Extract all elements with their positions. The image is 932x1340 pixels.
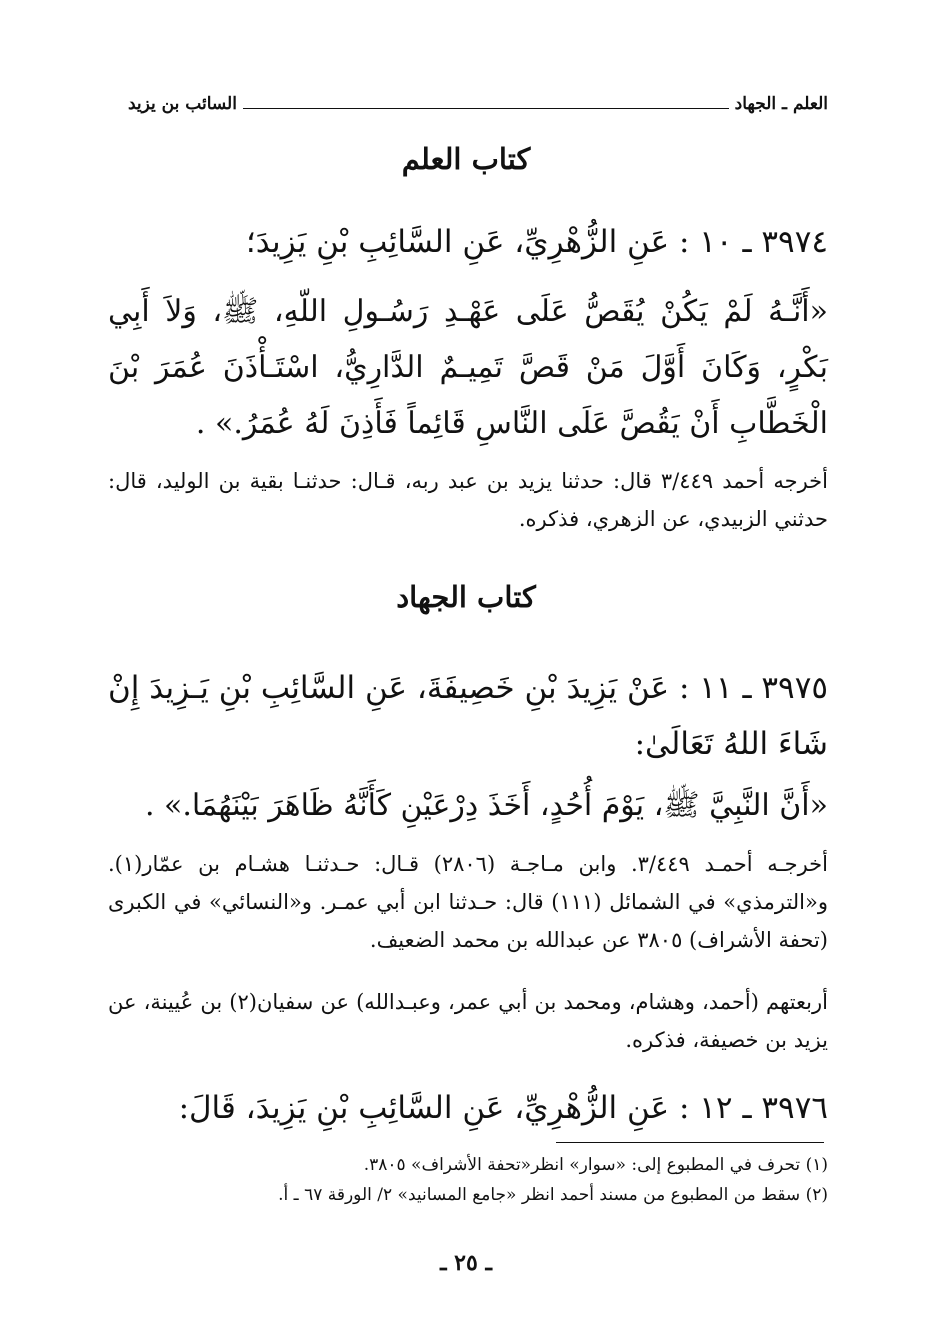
header-narrator: السائب بن يزيد bbox=[128, 94, 237, 114]
hadith-heading: ٣٩٧٤ ـ ١٠ : عَنِ الزُّهْرِيِّ، عَنِ السَّائِبِ بْنِ يَزِيدَ؛ bbox=[245, 224, 828, 260]
takhrij-paragraph: أخرجـه أحمـد ٣/٤٤٩. وابن مـاجـة (٢٨٠٦) قـال: حـدثنـا هشـام بن عمّار(١). و«الترمذي» في الشمائل (١١١) قال: حـدثنا ابن أبي عمـر. و«النسائي» في الكبرى (تحفة الأشراف) ٣٨٠٥ عن عبدالله بن محمد الضعيف. bbox=[108, 852, 829, 952]
hadith-text: «أَنَّ النَّبِيَّ ﷺ، يَوْمَ أُحُدٍ، أَخَذَ دِرْعَيْنِ كَأَنَّهُ ظَاهَرَ بَيْنَهُمَا.» . bbox=[144, 788, 828, 823]
hadith-heading: ٣٩٧٥ ـ ١١ : عَنْ يَزِيدَ بْنِ خَصِيفَةَ، عَنِ السَّائِبِ بْنِ يَـزِيدَ إِنْ شَاءَ اللهُ تَعَالَىٰ: bbox=[107, 670, 828, 762]
header-chapter: العلم ـ الجهاد bbox=[734, 94, 828, 114]
footnotes bbox=[108, 1150, 828, 1210]
header-rule bbox=[243, 108, 729, 109]
hadith-text: «أَنَّـهُ لَمْ يَكُنْ يُقَصُّ عَلَى عَهْـدِ رَسُـولِ اللّهِ، ﷺ، وَلاَ أَبِي بَكْرٍ، وَكَانَ أَوَّلَ مَنْ قَصَّ تَمِيـمٌ الدَّارِيُّ، اسْتَـأْذَنَ عُمَرَ بْنَ الْخَطَّابِ أَنْ يَقُصَّ عَلَى النَّاسِ قَائِماً فَأَذِنَ لَهُ عُمَرُ.» . bbox=[108, 294, 828, 441]
section-title-jihad: كتاب الجهاد bbox=[396, 580, 536, 614]
takhrij-paragraph: أربعتهم (أحمد، وهشام، ومحمد بن أبي عمر، وعبـدالله) عن سفيان(٢) بن عُيينة، عن يزيد بن خصيفة، فذكره. bbox=[108, 990, 828, 1052]
footnote: (١) تحرف في المطبوع إلى: «سوار» انظر«تحفة الأشراف» ٣٨٠٥. bbox=[363, 1155, 828, 1175]
footnote: (٢) سقط من المطبوع من مسند أحمد انظر «جامع المسانيد» ٢/ الورقة ٦٧ ـ أ. bbox=[278, 1185, 828, 1205]
running-header bbox=[128, 94, 828, 114]
section-title-knowledge: كتاب العلم bbox=[401, 142, 531, 176]
page-number: ـ ٢٥ ـ bbox=[440, 1250, 492, 1276]
hadith-heading: ٣٩٧٦ ـ ١٢ : عَنِ الزُّهْرِيِّ، عَنِ السَّائِبِ بْنِ يَزِيدَ، قَالَ: bbox=[178, 1090, 828, 1126]
takhrij-paragraph: أخرجه أحمد ٣/٤٤٩ قال: حدثنا يزيد بن عبد ربه، قـال: حدثنـا بقية بن الوليد، قال: حدثني الزبيدي، عن الزهري، فذكره. bbox=[108, 469, 828, 531]
footnote-rule bbox=[556, 1142, 824, 1143]
